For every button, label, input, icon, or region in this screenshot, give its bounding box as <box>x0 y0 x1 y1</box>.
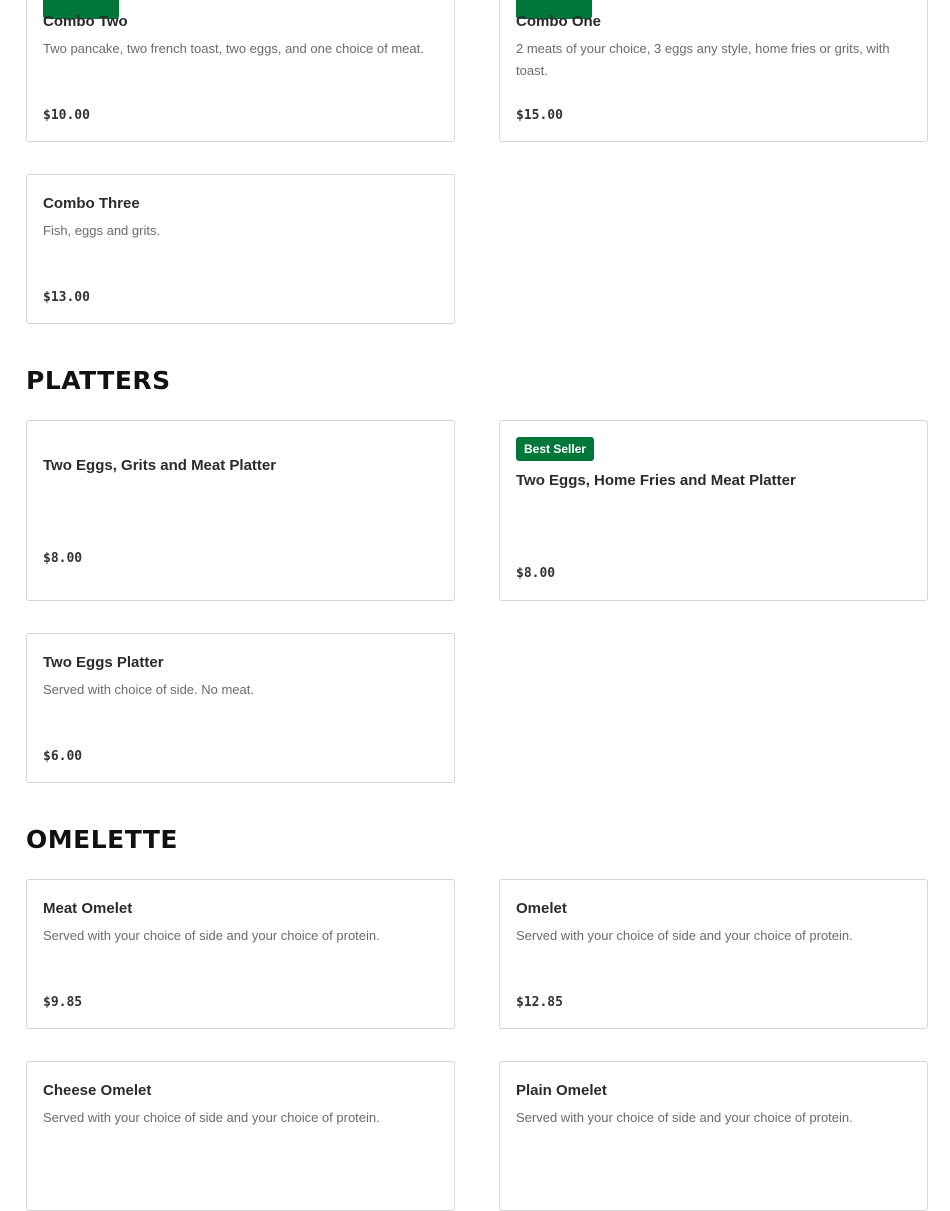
item-name: Combo One <box>516 13 601 30</box>
menu-item-card[interactable] <box>499 420 928 601</box>
item-price: $9.85 <box>43 995 83 1010</box>
item-name: Combo Two <box>43 13 128 30</box>
item-description: Served with your choice of side and your choice of protein. <box>516 928 853 943</box>
section-title-platters: PLATTERS <box>26 366 171 395</box>
menu-item-card[interactable] <box>26 1061 455 1211</box>
item-description: 2 meats of your choice, 3 eggs any style, home fries or grits, with toast. <box>516 41 890 78</box>
item-description: Served with your choice of side and your choice of protein. <box>43 928 380 943</box>
item-price: $8.00 <box>43 551 83 566</box>
item-price: $10.00 <box>43 108 90 123</box>
best-seller-badge: Best Seller <box>516 437 594 461</box>
item-name: Combo Three <box>43 195 140 212</box>
item-price: $15.00 <box>516 108 563 123</box>
item-name: Cheese Omelet <box>43 1082 152 1099</box>
item-name: Two Eggs Platter <box>43 654 164 671</box>
menu-item-card[interactable] <box>499 879 928 1029</box>
item-price: $12.85 <box>516 995 563 1010</box>
menu-item-card[interactable] <box>26 879 455 1029</box>
item-description: Served with choice of side. No meat. <box>43 682 254 697</box>
menu-item-card[interactable] <box>499 1061 928 1211</box>
menu-item-card[interactable] <box>26 420 455 601</box>
item-name: Meat Omelet <box>43 900 133 917</box>
item-price: $8.00 <box>516 566 556 581</box>
item-name: Two Eggs, Grits and Meat Platter <box>43 457 277 474</box>
section-title-omelette: OMELETTE <box>26 825 178 854</box>
item-description: Served with your choice of side and your choice of protein. <box>43 1110 380 1125</box>
item-price: $13.00 <box>43 290 90 305</box>
item-price: $6.00 <box>43 749 83 764</box>
menu-item-card[interactable] <box>26 0 455 142</box>
item-description: Two pancake, two french toast, two eggs, and one choice of meat. <box>43 41 424 56</box>
menu-item-card[interactable] <box>26 633 455 783</box>
item-description: Fish, eggs and grits. <box>43 223 161 238</box>
item-name: Plain Omelet <box>516 1082 607 1099</box>
item-name: Two Eggs, Home Fries and Meat Platter <box>516 472 796 489</box>
item-name: Omelet <box>516 900 567 917</box>
menu-item-card[interactable] <box>499 0 928 142</box>
menu-item-card[interactable] <box>26 174 455 324</box>
item-description: Served with your choice of side and your choice of protein. <box>516 1110 853 1125</box>
